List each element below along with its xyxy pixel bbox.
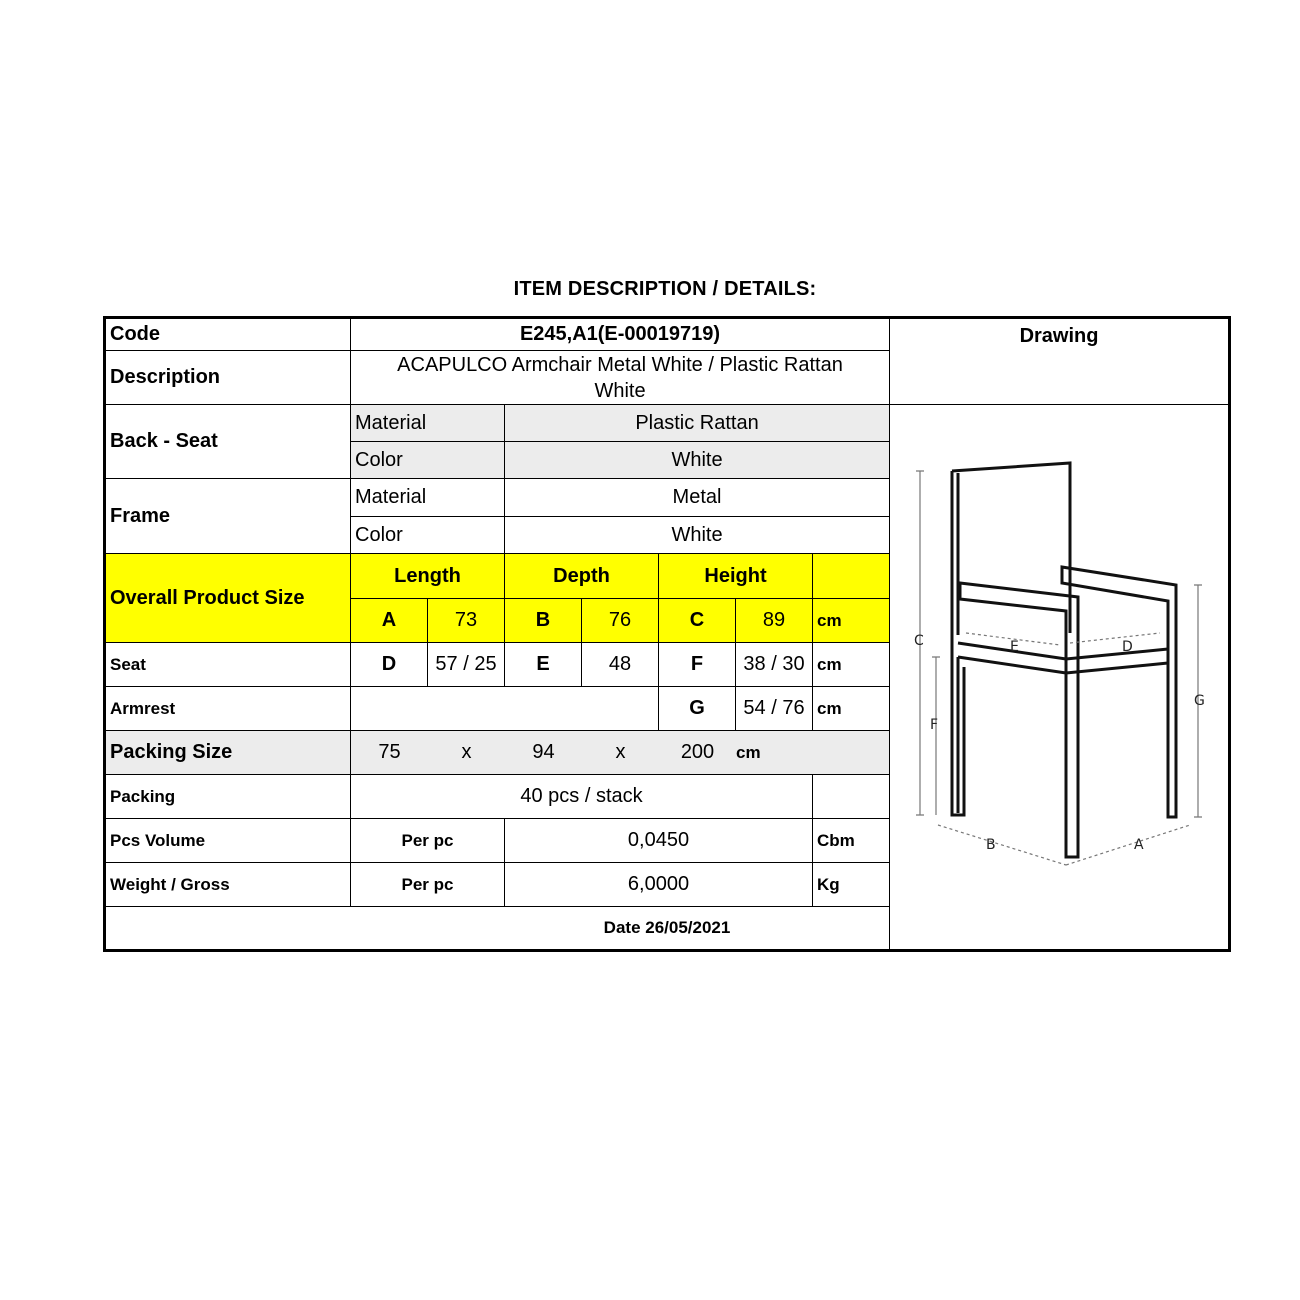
- label-b: B: [986, 837, 996, 853]
- value-c: 89: [736, 599, 813, 643]
- drawing-header: Drawing: [890, 318, 1230, 405]
- value-a: 73: [428, 599, 505, 643]
- code-label: Code: [105, 318, 351, 351]
- description-value: ACAPULCO Armchair Metal White / Plastic Rattan White: [351, 351, 890, 405]
- code-row: [105, 318, 1230, 351]
- frame-color-label: Color: [351, 517, 505, 554]
- armrest-label: Armrest: [105, 687, 351, 731]
- label-c: C: [914, 633, 924, 649]
- packing-size-length: 75: [378, 741, 401, 763]
- code-c: C: [659, 599, 736, 643]
- back-seat-color-value: White: [505, 442, 890, 479]
- code-d: D: [351, 643, 428, 687]
- pcs-volume-label: Pcs Volume: [105, 819, 351, 863]
- base-depth-line: [938, 825, 1066, 865]
- packing-size-label: Packing Size: [105, 731, 351, 775]
- packing-size-x2: x: [615, 741, 626, 763]
- pcs-volume-per: Per pc: [351, 819, 505, 863]
- overall-size-label: Overall Product Size: [105, 554, 351, 643]
- page-title: ITEM DESCRIPTION / DETAILS:: [513, 278, 817, 300]
- base-width-line: [1066, 825, 1190, 865]
- front-leg: [958, 657, 1066, 857]
- height-header: Height: [659, 554, 813, 599]
- pcs-volume-unit: Cbm: [813, 819, 890, 863]
- frame-material-label: Material: [351, 479, 505, 517]
- code-f: F: [659, 643, 736, 687]
- armrest-unit: cm: [813, 687, 890, 731]
- packing-size-x1: x: [461, 741, 472, 763]
- code-a: A: [351, 599, 428, 643]
- label-e: E: [1010, 639, 1019, 655]
- overall-unit-blank: [813, 554, 890, 599]
- label-g: G: [1194, 693, 1205, 709]
- packing-blank: [813, 775, 890, 819]
- drawing-panel: [890, 405, 1230, 951]
- description-label: Description: [105, 351, 351, 405]
- depth-header: Depth: [505, 554, 659, 599]
- weight-label: Weight / Gross: [105, 863, 351, 907]
- label-f: F: [930, 717, 939, 733]
- label-d: D: [1122, 639, 1133, 655]
- length-header: Length: [351, 554, 505, 599]
- weight-per: Per pc: [351, 863, 505, 907]
- frame-label: Frame: [105, 479, 351, 554]
- packing-size-height: 200: [680, 741, 715, 763]
- date-value: Date 26/05/2021: [105, 907, 1230, 951]
- packing-size-unit: cm: [736, 742, 761, 762]
- frame-color-value: White: [505, 517, 890, 554]
- armrest-blank: [351, 687, 659, 731]
- weight-unit: Kg: [813, 863, 890, 907]
- seat-width-line: [1070, 633, 1160, 643]
- value-g: 54 / 76: [736, 687, 813, 731]
- seat-frame: [958, 643, 1168, 673]
- overall-unit: cm: [813, 599, 890, 643]
- back-seat-material-label: Material: [351, 405, 505, 442]
- details-table: [103, 316, 1231, 952]
- packing-value: 40 pcs / stack: [351, 775, 813, 819]
- value-d: 57 / 25: [428, 643, 505, 687]
- value-e: 48: [582, 643, 659, 687]
- frame-material-value: Metal: [505, 479, 890, 517]
- back-seat-color-label: Color: [351, 442, 505, 479]
- back-seat-label: Back - Seat: [105, 405, 351, 479]
- packing-label: Packing: [105, 775, 351, 819]
- code-b: B: [505, 599, 582, 643]
- code-e: E: [505, 643, 582, 687]
- label-a: A: [1134, 837, 1144, 853]
- back-seat-material-value: Plastic Rattan: [505, 405, 890, 442]
- code-g: G: [659, 687, 736, 731]
- packing-size-depth: 94: [532, 741, 555, 763]
- pcs-volume-value: 0,0450: [505, 819, 813, 863]
- value-b: 76: [582, 599, 659, 643]
- seat-height-dim-line: [932, 657, 940, 815]
- back-seat-material-row: [105, 405, 1230, 442]
- code-value: E245,A1(E-00019719): [351, 318, 890, 351]
- seat-label: Seat: [105, 643, 351, 687]
- value-f: 38 / 30: [736, 643, 813, 687]
- left-armrest: [960, 583, 1078, 857]
- packing-size-values: [351, 731, 890, 775]
- weight-value: 6,0000: [505, 863, 813, 907]
- seat-unit: cm: [813, 643, 890, 687]
- armchair-drawing: [890, 405, 1230, 910]
